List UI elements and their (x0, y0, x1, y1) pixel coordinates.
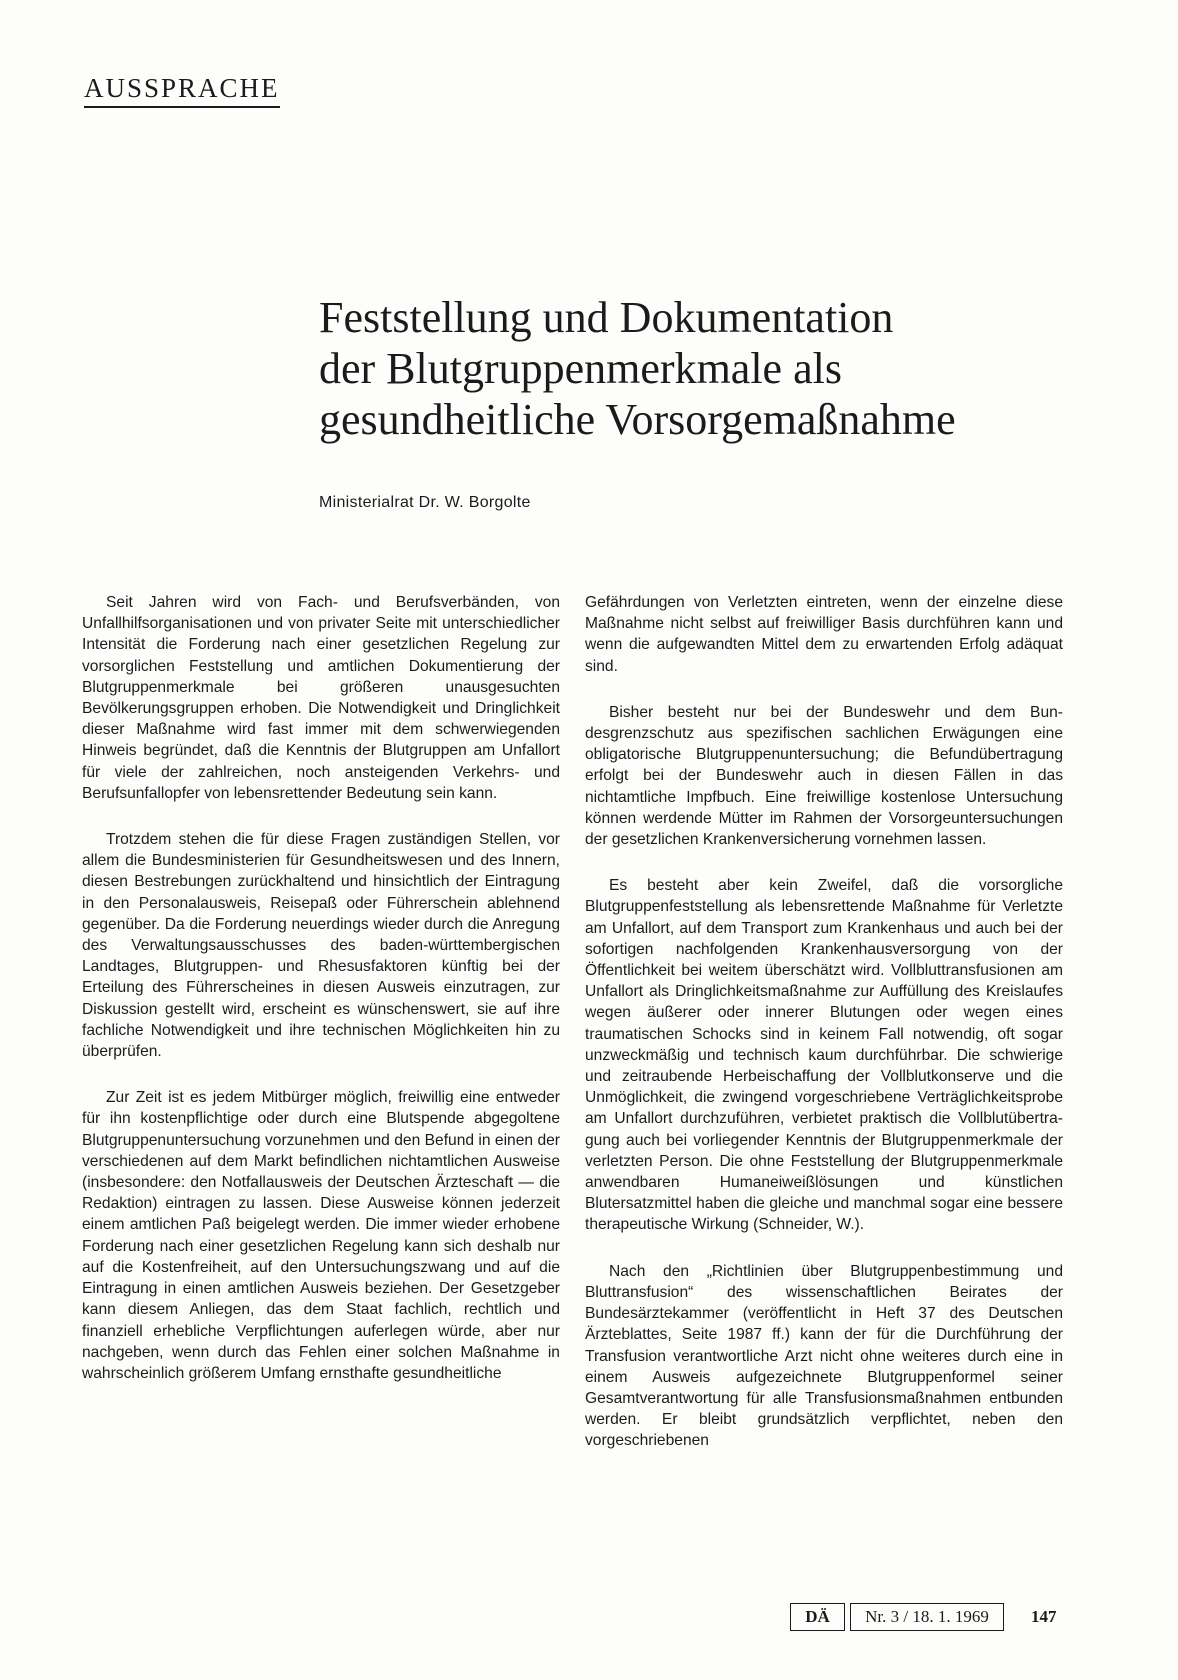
paragraph-4: Gefährdungen von Verletzten eintreten, wenn der einzelne diese Maßnahme nicht selbst auf freiwilliger Basis durchführen kann und wenn die aufgewandten Mittel dem zu erwartenden Erfolg adäquat sind. (585, 594, 1063, 675)
text-column-right (585, 592, 1063, 1477)
paragraph-7: Nach den „Richtlinien über Blutgruppenbestimmung und Bluttransfusion“ des wissenschaftlichen Beirates der Bundesärztekammer (veröffentlicht in Heft 37 des Deutschen Ärzteblattes, Seite 1987 ff.) kann der für die Durchführung der Transfusion verantwortliche Arzt nicht ohne weiteres durch eine in einem Ausweis aufgezeichnete Blutgruppenformel seiner Gesamtverantwortung für alle Transfusionsmaßnahmen entbunden werden. Er bleibt grundsätzlich verpflichtet, neben den vorgeschriebenen (585, 1262, 1063, 1450)
paragraph-1: Seit Jahren wird von Fach- und Berufsverbänden, von Unfallhilfsorganisationen und von privater Seite mit unterschiedlicher Intensität die Forderung nach einer gesetzlichen Regelung zur vorsorglichen Feststellung und amtlichen Dokumentierung der Blutgruppenmerkmale bei größeren unausgesuchten Bevölkerungsgruppen erhoben. Die Notwendigkeit und Dringlichkeit dieser Maßnahme wird fast immer mit dem schwerwiegenden Hinweis begründet, daß die Kenntnis der Blutgruppen am Unfallort für viele der zahlreichen, noch ansteigenden Verkehrs- und Berufsunfallopfer von lebensrettender Bedeutung sein kann. (82, 594, 560, 802)
article-title (319, 292, 1119, 445)
journal-abbreviation: DÄ (790, 1603, 845, 1631)
paragraph-3: Zur Zeit ist es jedem Mitbürger möglich, freiwillig eine entweder für ihn kostenpflichtige oder durch eine Blutspende abgegoltene Blutgruppenuntersuchung vorzunehmen und den Befund in einen der verschiedenen auf dem Markt befindlichen nichtamtlichen Ausweise (insbesondere: den Notfallausweis der Deutschen Ärzteschaft — die Redaktion) eintragen zu lassen. Diese Ausweise können jederzeit einem amtlichen Paß beigelegt werden. Die immer wieder erhobene Forderung nach einer gesetzlichen Regelung kann sich deshalb nur auf die Kostenfreiheit, auf den Untersuchungszwang und auf die Eintragung in einen amtlichen Ausweis beziehen. Der Gesetzgeber kann diesem Anliegen, das dem Staat fachlich, rechtlich und finanziell erhebliche Verpflichtungen auferlegen würde, aber nur nachgeben, wenn durch das Fehlen einer solchen Maßnahme in wahrscheinlich größerem Umfang ernsthafte gesundheitliche (82, 1089, 560, 1382)
paragraph-6: Es besteht aber kein Zweifel, daß die vorsorgliche Blutgruppenfeststellung als lebensrettende Maßnahme für Verletzte am Unfallort, auf dem Transport zum Krankenhaus und auch bei der sofortigen nachfolgenden Krankenhausversorgung von der Öffentlichkeit bei weitem überschätzt wird. Vollbluttransfusionen am Unfallort als Dringlichkeitsmaßnahme zur Auffüllung des Kreislaufes wegen äußerer oder innerer Blutungen oder wegen eines traumatischen Schocks sind in keinem Fall notwendig, oft sogar unzweckmäßig und technisch kaum durchführbar. Die schwierige und zeitraubende Herbeischaffung der Vollblutkonserve und die Unmöglichkeit, die zwingend vorgeschriebene Verträglichkeitsprobe am Unfallort durchzuführen, verbietet praktisch die Vollblutübertragung auch bei vorliegender Kenntnis der Blutgruppenmerkmale der verletzten Person. Die ohne Feststellung der Blutgruppenmerkmale anwendbaren Humaneiweißlösungen und künstlichen Blutersatzmittel haben die gleiche und manchmal sogar eine bessere therapeutische Wirkung (Schneider, W.). (585, 877, 1063, 1234)
title-line-3: gesundheitliche Vorsorgemaßnahme (319, 395, 956, 444)
text-column-left (82, 592, 560, 1409)
page-number: 147 (1031, 1607, 1057, 1626)
paragraph-5: Bisher besteht nur bei der Bundeswehr und dem Bundesgrenzschutz aus spezifischen sachlichen Erwägungen eine obligatorische Blutgruppenuntersuchung; die Befundübertragung erfolgt bei der Bundeswehr auch in diesen Fällen in das nichtamtliche Impfbuch. Eine freiwillige kostenlose Untersuchung können werdende Mütter im Rahmen der Vorsorgeuntersuchungen der gesetzlichen Krankenversicherung vornehmen lassen. (585, 703, 1063, 849)
issue-date: Nr. 3 / 18. 1. 1969 (850, 1603, 1004, 1631)
title-line-2: der Blutgruppenmerkmale als (319, 344, 842, 393)
section-label: AUSSPRACHE (84, 72, 280, 108)
author-byline: Ministerialrat Dr. W. Borgolte (319, 494, 531, 511)
paragraph-2: Trotzdem stehen die für diese Fragen zuständigen Stellen, vor allem die Bundesministerien für Gesundheitswesen und des Innern, diesen Bestrebungen zurückhaltend und hinsichtlich der Eintragung in den Personalausweis, Reisepaß oder Führerschein ablehnend gegenüber. Da die Forderung neuerdings wieder durch die Anregung des Verwaltungsausschusses des baden-württembergischen Landtages, Blutgruppen- und Rhesusfaktoren künftig bei der Erteilung des Führerscheines in diesen Ausweis einzutragen, zur Diskussion gestellt wird, erscheint es wünschenswert, sie auf ihre fachliche Notwendigkeit und ihre technischen Möglichkeiten hin zu überprüfen. (82, 831, 560, 1061)
title-line-1: Feststellung und Dokumentation (319, 293, 894, 342)
